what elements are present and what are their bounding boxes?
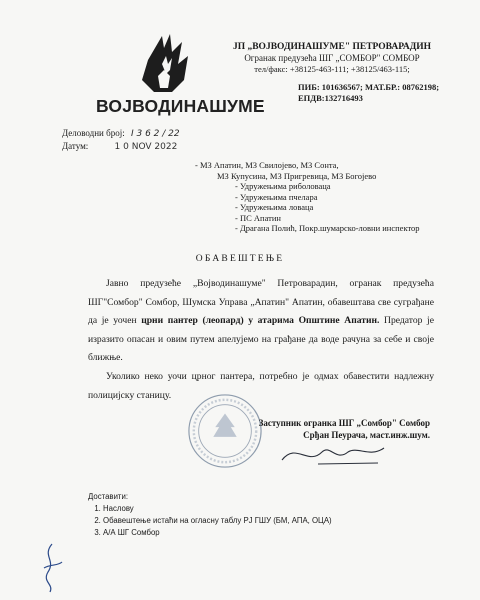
reference-number-label: Деловодни број: (62, 128, 125, 138)
document-date-label: Датум: (62, 141, 89, 151)
recipient-item: - Удружењима риболоваца (235, 181, 331, 191)
org-name: ЈП „ВОЈВОДИНАШУМЕ" ПЕТРОВАРАДИН (232, 42, 432, 52)
org-phone: тел/факс: +38125-463-111; +38125/463-115; (254, 64, 410, 74)
org-branch: Огранак предузећа ШГ „СОМБОР" СОМБОР (244, 53, 420, 63)
delivery-item: 2. Обавештење истаћи на огласну таблу РЈ ГШУ (БМ, АПА, ОЦА) (103, 515, 332, 527)
org-epdv: ЕПДВ:132716493 (298, 93, 363, 103)
document-date (62, 141, 177, 152)
recipient-item: - Удружењима пчелара (235, 191, 318, 202)
org-pib: ПИБ: 101636567; МАТ.БР.: 08762198; (298, 82, 440, 92)
delivery-label: Доставити: (88, 492, 129, 501)
reference-number (62, 128, 180, 139)
organization-header (212, 42, 452, 75)
recipient-item: - Драгана Полић, Покр.шумарско-ловни инспектор (235, 223, 420, 233)
document-title: ОБАВЕШТЕЊЕ (195, 254, 285, 264)
notice-text-tail: Предатор је изразито опасан и овим путем апелујемо на грађане да воде рачуна за себе и своје ближње. (88, 315, 434, 364)
delivery-list (88, 491, 332, 539)
delivery-item: 1. Наслову (103, 503, 332, 515)
recipient-item: МЗ Купусина, МЗ Пригревица, МЗ Богојево (217, 170, 377, 181)
signatory-title: Заступник огранка ШГ „Сомбор" Сомбор (258, 418, 430, 428)
recipients-list (195, 160, 420, 234)
logo-wordmark: ВОЈВОДИНАШУМЕ (96, 96, 265, 116)
recipient-item: - ПС Апатин (235, 212, 281, 223)
delivery-item: 3. А/А ШГ Сомбор (103, 527, 332, 539)
notice-text: Јавно предузеће „Војводинашуме" Петроварадин, огранак предузећа ШГ"Сомбор" Сомбор, Шумска Управа „Апатин" Апатин, обавештава све суграђане да је уочен (88, 278, 434, 327)
handwritten-initial-icon (34, 540, 68, 595)
notice-highlight: црни пантер (леопард) у атарима Општине Апатин. (141, 315, 380, 327)
org-identifiers (298, 82, 439, 104)
reference-number-value: I 3 6 2 / 22 (130, 129, 180, 139)
signatory-name: Срђан Пеурача, маст.инж.шум. (303, 430, 430, 440)
notice-paragraph-1 (88, 275, 434, 368)
document-date-value: 1 0 NOV 2022 (114, 142, 178, 152)
handwritten-signature-icon (278, 438, 388, 468)
recipient-item: - МЗ Апатин, МЗ Свилојево, МЗ Сонта, (195, 160, 339, 170)
recipient-item: - Удружењима ловаца (235, 202, 314, 212)
notice-instruction: Уколико неко уочи црног пантера, потребно је одмах обавестити надлежну полицијску станицу. (88, 371, 434, 401)
